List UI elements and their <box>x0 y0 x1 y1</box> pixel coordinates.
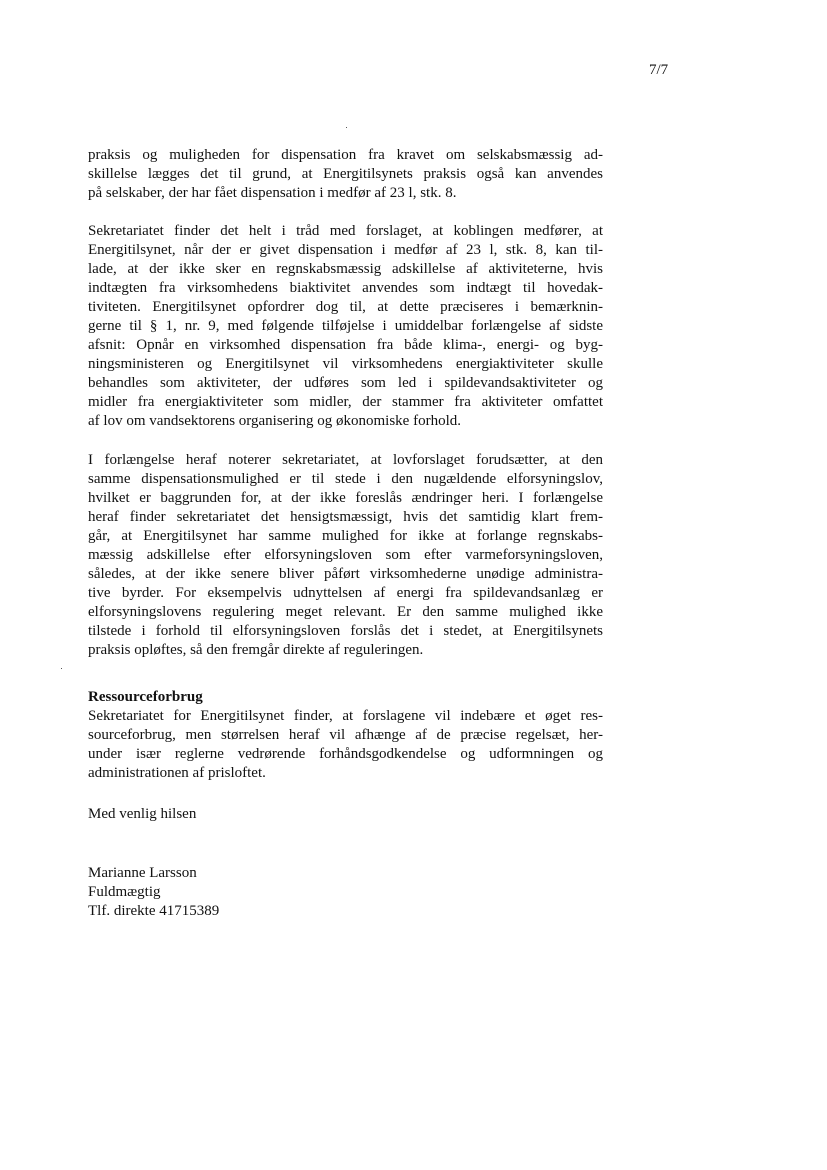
text-line: midler fra energiaktiviteter som midler, der stammer fra aktiviteter omfattet <box>88 394 603 410</box>
text-line: gerne til § 1, nr. 9, med følgende tilføjelse i umiddelbar forlængelse af sidste <box>88 318 603 334</box>
text-line: tive byrder. For eksempelvis udnyttelsen af energi fra spildevandsanlæg er <box>88 585 603 601</box>
text-line: mæssig adskillelse efter elforsyningsloven som efter varmeforsyningsloven, <box>88 547 603 563</box>
text-line: praksis opløftes, så den fremgår direkte af reguleringen. <box>88 642 424 658</box>
text-line: I forlængelse heraf noterer sekretariatet, at lovforslaget forudsætter, at den <box>88 452 603 468</box>
text-line: hvilket er baggrunden for, at der ikke foreslås ændringer heri. I forlængelse <box>88 490 603 506</box>
text-line: under især reglerne vedrørende forhåndsgodkendelse og udformningen og <box>88 746 603 762</box>
text-line: tiviteten. Energitilsynet opfordrer dog til, at dette præciseres i bemærknin- <box>88 299 603 315</box>
text-line: heraf finder sekretariatet det hensigtsmæssigt, hvis det samtidig klart frem- <box>88 509 603 525</box>
text-line: skillelse lægges det til grund, at Energitilsynets praksis også kan anvendes <box>88 166 603 182</box>
text-line: sourceforbrug, men størrelsen heraf vil afhænge af de præcise regelsæt, her- <box>88 727 603 743</box>
text-line: ningsministeren og Energitilsynet vil virksomhedens energiaktiviteter skulle <box>88 356 603 372</box>
text-line: lade, at der ikke sker en regnskabsmæssig adskillelse af aktiviteterne, hvis <box>88 261 603 277</box>
margin-mark <box>61 668 62 669</box>
text-line: indtægten fra virksomhedens biaktivitet anvendes som indtægt til hovedak- <box>88 280 603 296</box>
text-line: administrationen af prisloftet. <box>88 765 266 781</box>
text-line: tilstede i forhold til elforsyningsloven forslås det i stedet, at Energitilsynets <box>88 623 603 639</box>
text-line: elforsyningslovens regulering meget relevant. Er den samme mulighed ikke <box>88 604 603 620</box>
stray-mark <box>346 127 347 128</box>
salutation: Med venlig hilsen <box>88 806 197 822</box>
text-line: på selskaber, der har fået dispensation i medfør af 23 l, stk. 8. <box>88 185 457 201</box>
signatory-name: Marianne Larsson <box>88 865 197 881</box>
text-line: praksis og muligheden for dispensation fra kravet om selskabsmæssig ad- <box>88 147 603 163</box>
text-line: går, at Energitilsynet har samme mulighed for ikke at forlange regnskabs- <box>88 528 603 544</box>
text-line: Sekretariatet for Energitilsynet finder, at forslagene vil indebære et øget res- <box>88 708 603 724</box>
text-line: Energitilsynet, når der er givet dispensation i medfør af 23 l, stk. 8, kan til- <box>88 242 603 258</box>
text-line: samme dispensationsmulighed er til stede i den nugældende elforsyningslov, <box>88 471 603 487</box>
signatory-phone: Tlf. direkte 41715389 <box>88 903 220 919</box>
text-line: behandles som aktiviteter, der udføres som led i spildevandsaktiviteter og <box>88 375 603 391</box>
signatory-title: Fuldmægtig <box>88 884 161 900</box>
page-number: 7/7 <box>649 62 669 78</box>
section-heading: Ressourceforbrug <box>88 689 203 705</box>
text-line: af lov om vandsektorens organisering og økonomiske forhold. <box>88 413 461 429</box>
text-line: således, at der ikke senere bliver påført virksomhederne unødige administra- <box>88 566 603 582</box>
text-line: Sekretariatet finder det helt i tråd med forslaget, at koblingen medfører, at <box>88 223 603 239</box>
text-line: afsnit: Opnår en virksomhed dispensation fra både klima-, energi- og byg- <box>88 337 603 353</box>
